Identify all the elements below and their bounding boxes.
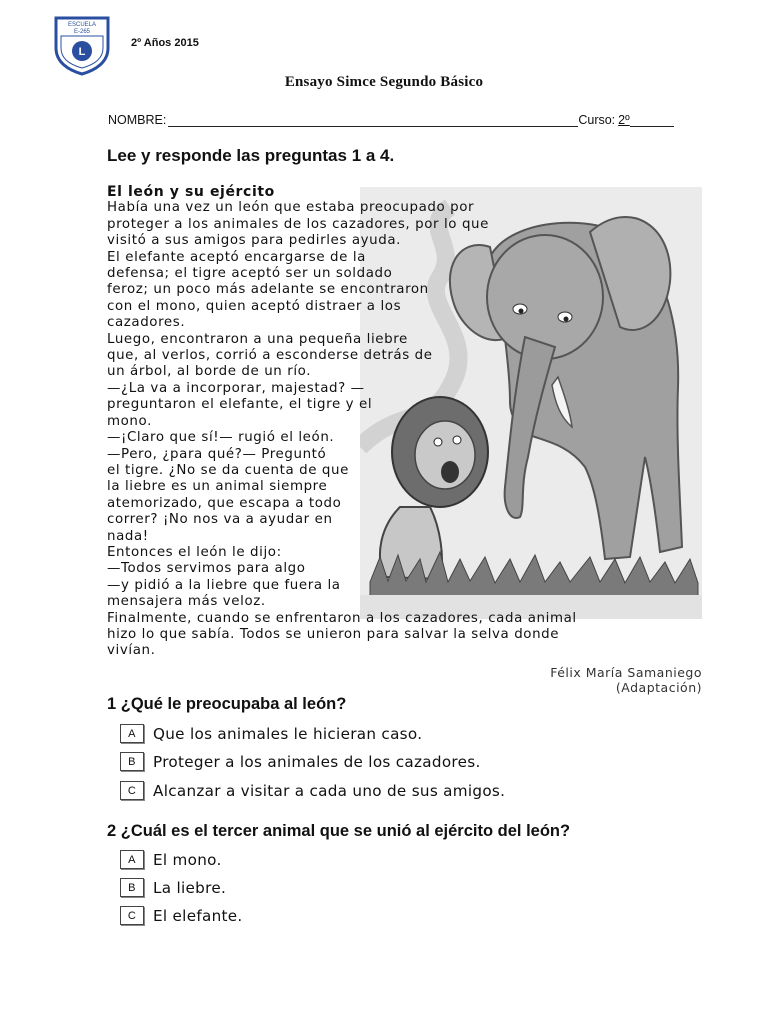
story-line: Luego, encontraron a una pequeña liebre (107, 331, 408, 347)
option-letter-box[interactable]: A (120, 850, 144, 869)
story-line: la liebre es un animal siempre (107, 479, 328, 495)
name-row (108, 113, 703, 127)
story-line: Había una vez un león que estaba preocupado por (107, 200, 475, 216)
story-line: visitó a sus amigos para pedirles ayuda. (107, 233, 402, 249)
option-letter-box[interactable]: C (120, 781, 144, 800)
question-2: 2 ¿Cuál es el tercer animal que se unió al ejército del león? (107, 822, 571, 840)
story-line: nada! (107, 528, 149, 544)
author-name: Félix María Samaniego (550, 665, 702, 680)
story-line: correr? ¡No nos va a ayudar en (107, 512, 333, 528)
option-letter-box[interactable]: A (120, 724, 144, 743)
curso-label: Curso: (578, 113, 616, 127)
option-letter-box[interactable]: B (120, 878, 144, 897)
story-line: el tigre. ¿No se da cuenta de que (107, 462, 349, 478)
story-line: El elefante aceptó encargarse de la (107, 249, 366, 265)
q2-option-b[interactable] (120, 878, 226, 897)
option-text: Alcanzar a visitar a cada uno de sus amigos. (153, 781, 506, 800)
question-1: 1 ¿Qué le preocupaba al león? (107, 695, 347, 713)
story-line: Finalmente, cuando se enfrentaron a los cazadores, cada animal (107, 610, 577, 626)
story-line: mono. (107, 413, 152, 429)
story-line: Entonces el león le dijo: (107, 544, 282, 560)
option-letter-box[interactable]: B (120, 752, 144, 771)
q1-option-c[interactable] (120, 781, 505, 800)
story-line: —¿La va a incorporar, majestad? — (107, 380, 365, 396)
q1-option-a[interactable] (120, 724, 422, 743)
story-line: defensa; el tigre aceptó ser un soldado (107, 266, 393, 282)
story-title: El león y su ejército (107, 184, 275, 200)
story-line: cazadores. (107, 315, 186, 331)
curso-value: 2º (618, 113, 630, 127)
story-line: un árbol, al borde de un río. (107, 364, 312, 380)
q2-option-c[interactable] (120, 906, 243, 925)
story-line: —Todos servimos para algo (107, 561, 306, 577)
story-line: mensajera más veloz. (107, 594, 266, 610)
story-line: atemorizado, que escapa a todo (107, 495, 342, 511)
instructions: Lee y responde las preguntas 1 a 4. (107, 146, 395, 165)
story-line: proteger a los animales de los cazadores, por lo que (107, 216, 489, 232)
story-text (107, 184, 577, 660)
story-line: —y pidió a la liebre que fuera la (107, 577, 341, 593)
option-letter-box[interactable]: C (120, 906, 144, 925)
story-line: vivían. (107, 643, 156, 659)
name-label: NOMBRE: (108, 113, 167, 127)
q2-option-a[interactable] (120, 850, 222, 869)
story-line: —Pero, ¿para qué?— Preguntó (107, 446, 327, 462)
name-field[interactable] (168, 113, 578, 127)
school-badge-icon (52, 14, 112, 76)
svg-text:L: L (78, 46, 86, 58)
story-line: con el mono, quien aceptó distraer a los (107, 298, 402, 314)
page-title: Ensayo Simce Segundo Básico (284, 74, 484, 90)
story-line: feroz; un poco más adelante se encontraron (107, 282, 429, 298)
story-line: que, al verlos, corrió a esconderse detrás de (107, 348, 433, 364)
adaptation-note: (Adaptación) (615, 680, 702, 695)
option-text: La liebre. (153, 878, 227, 897)
option-text: El mono. (153, 850, 222, 869)
year-label: 2º Años 2015 (131, 37, 199, 49)
story-line: —¡Claro que sí!— rugió el león. (107, 430, 335, 446)
story-line: hizo lo que sabía. Todos se unieron para salvar la selva donde (107, 626, 560, 642)
badge-line-1: ESCUELA (67, 22, 97, 28)
option-text: Proteger a los animales de los cazadores. (153, 752, 481, 771)
story-line: preguntaron el elefante, el tigre y el (107, 397, 373, 413)
option-text: Que los animales le hicieran caso. (153, 724, 423, 743)
curso-field[interactable] (630, 113, 674, 127)
option-text: El elefante. (153, 906, 243, 925)
q1-option-b[interactable] (120, 752, 481, 771)
badge-line-2: E-265 (73, 29, 91, 35)
story-credit (550, 665, 702, 695)
